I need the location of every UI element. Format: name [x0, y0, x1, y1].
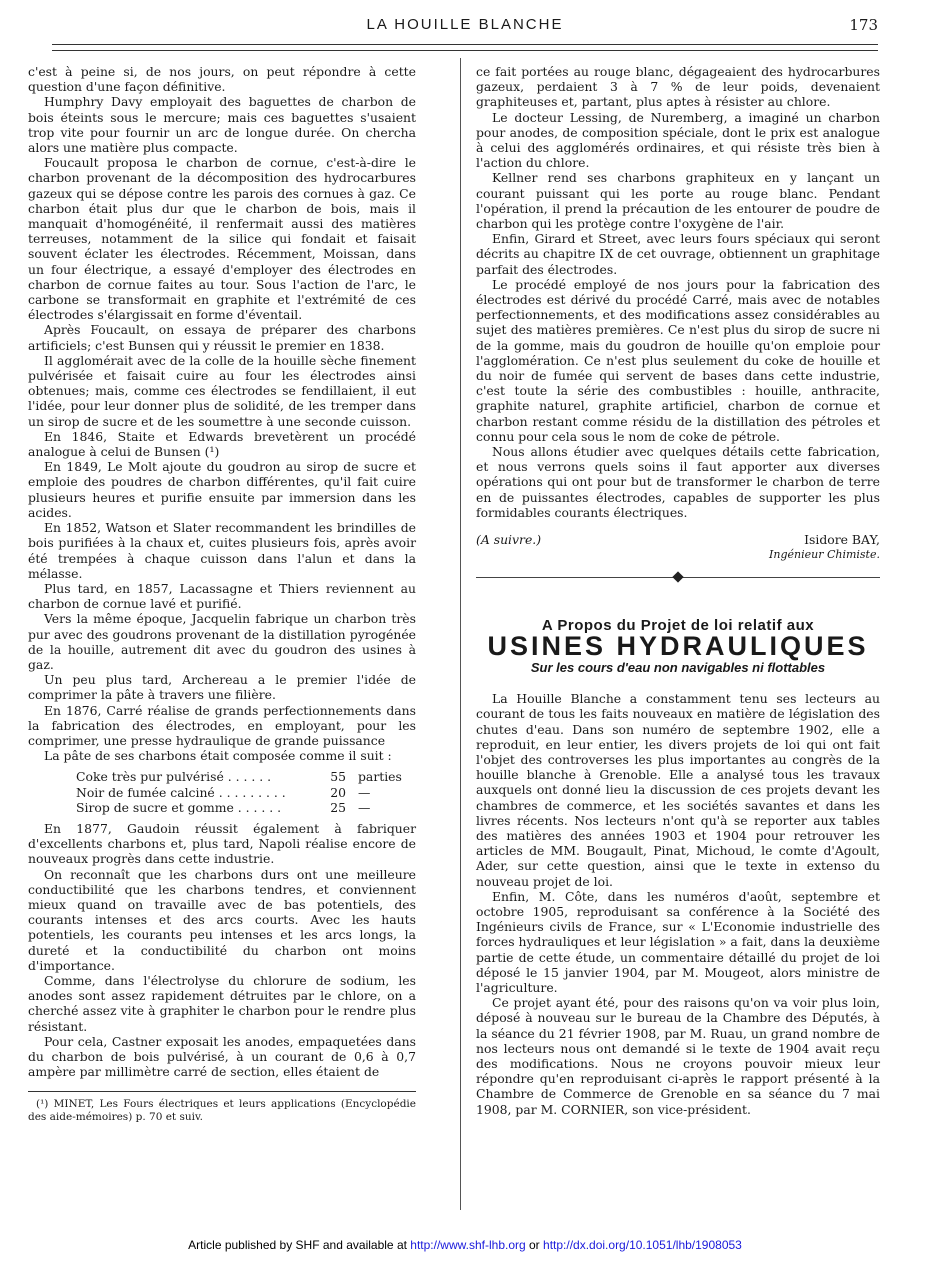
paragraph: Plus tard, en 1857, Lacassagne et Thiers reviennent au charbon de cornue lavé et purifié. — [28, 580, 416, 612]
page-number: 173 — [849, 16, 878, 34]
paragraph: Nous allons étudier avec quelques détails cette fabrication, et nous verrons quels soins il faut apporter aux diverses opérations qui ont pour but de transformer le charbon de terre en de puissantes électrodes, capables de supporter les plus formidables courants électriques. — [476, 444, 880, 520]
paragraph: En 1846, Staite et Edwards brevetèrent un procédé analogue à celui de Bunsen (¹) — [28, 428, 416, 460]
paragraph: Après Foucault, on essaya de préparer des charbons artificiels; c'est Bunsen qui y réussit le premier en 1838. — [28, 322, 416, 353]
recipe-table — [76, 769, 416, 815]
recipe-unit: — — [358, 784, 371, 800]
column-divider — [460, 58, 461, 1210]
paragraph: ce fait portées au rouge blanc, dégageaient des hydrocarbures gazeux, perdaient 3 à 7 % de leur poids, devenaient graphiteuses et, partant, plus aptes à résister au chlore. — [476, 64, 880, 110]
section-subtitle: Sur les cours d'eau non navigables ni flottables — [530, 659, 826, 675]
credit-prefix: Article published by SHF and available at — [188, 1238, 411, 1252]
header-rule-lower — [52, 50, 878, 51]
doi-link[interactable]: http://dx.doi.org/10.1051/lhb/1908053 — [543, 1238, 742, 1252]
section-headline: USINES HYDRAULIQUES — [487, 630, 869, 661]
paragraph: On reconnaît que les charbons durs ont une meilleure conductibilité que les charbons tendres, et conviennent mieux quand on travaille avec de bas potentiels, des courants intenses et des arcs courts. Avec les hauts potentiels, les courants peu intenses et les arcs longs, la dureté et la conductibilité du charbon ont moins d'importance. — [28, 866, 416, 973]
author-title: Ingénieur Chimiste. — [769, 548, 880, 562]
paragraph: En 1876, Carré réalise de grands perfectionnements dans la fabrication des électrodes, en employant, pour les comprimer, une presse hydraulique de grande puissance — [28, 702, 416, 748]
recipe-unit: — — [358, 799, 371, 815]
paragraph: En 1852, Watson et Slater recommandent les brindilles de bois purifiées à la chaux et, cuites plusieurs fois, après avoir été trempées à chaque cuisson dans l'alun et dans la mélasse. — [28, 520, 416, 581]
paragraph: Enfin, M. Côte, dans les numéros d'août, septembre et octobre 1905, reproduisant sa conférence à la Société des Ingénieurs civils de France, sur « L'Economie industrielle des forces hydrauliques et leur législation » a fait, dans la deuxième partie de cette étude, un commentaire détaillé du projet de loi déposé le 15 janvier 1904, par M. Mougeot, alors ministre de l'agriculture. — [476, 888, 880, 995]
paragraph: Un peu plus tard, Archereau a le premier l'idée de comprimer la pâte à travers une filière. — [28, 672, 416, 703]
recipe-ingredient: Coke très pur pulvérisé . . . . . . — [76, 769, 272, 785]
right-column — [476, 64, 880, 1117]
recipe-row — [76, 785, 416, 800]
publisher-credit — [0, 1238, 930, 1252]
author-name: Isidore BAY, — [804, 532, 880, 548]
paragraph: c'est à peine si, de nos jours, on peut répondre à cette question d'une façon définitive. — [28, 64, 416, 95]
section-separator — [476, 577, 880, 578]
paragraph: La Houille Blanche a constamment tenu ses lecteurs au courant de tous les faits nouveaux en matière de législation des chutes d'eau. Dans son numéro de septembre 1902, elle a reproduit, en leur entier, les divers projets de loi qui ont fait l'objet des controverses les plus importantes au congrès de la houille blanche à Grenoble. Elle a analysé tous les travaux auxquels ont donné lieu la discussion de ces projets devant les chambres de commerce, et les sociétés savantes et dans les livres récents. Nos lecteurs n'ont qu'à se reporter aux tables des matières des années 1903 et 1904 pour retrouver les articles de MM. Bougault, Pinat, Michoud, le comte d'Agoult, Ader, sur cette question, ainsi que le texte in extenso du nouveau projet de loi. — [476, 691, 880, 889]
paragraph: Vers la même époque, Jacquelin fabrique un charbon très pur avec des goudrons provenant de la distillation pyrogénée de la houille, autrement dit avec du goudron des usines à gaz. — [28, 611, 416, 672]
paragraph: Le procédé employé de nos jours pour la fabrication des électrodes est dérivé du procédé Carré, mais avec de notables perfectionnements, et des modifications assez considérables au sujet des matières premières. Ce n'est plus du sirop de sucre ni de la gomme, mais du goudron de houille qu'on emploie pour l'agglomération. Ce n'est plus seulement du coke de houille et du noir de fumée qui servent de bases dans cette industrie, c'est toute la série des combustibles : houille, anthracite, graphite naturel, graphite artificiel, charbon de cornue et charbon restant comme résidu de la distillation des pétroles et connu pour cela sous le nom de coke de pétrole. — [476, 276, 880, 444]
credit-middle: or — [525, 1238, 544, 1252]
paragraph: Foucault proposa le charbon de cornue, c'est-à-dire le charbon provenant de la décomposition des hydrocarbures gazeux qui se dépose contre les parois des cornues à gaz. Ce charbon était plus dur que le charbon de bois, mais il manquait d'homogénéité, il renfermait aussi des matières terreuses, notamment de la silice qui fondait et faisait souvent éclater les électrodes. Récemment, Moissan, dans un four électrique, a essayé d'employer des électrodes en charbon de cornue faites au tour. Sous l'action de l'arc, le carbone se transformait en graphite et l'extrémité de ces électrodes s'élargissait en forme d'éventail. — [28, 155, 416, 323]
footnote: (¹) MINET, Les Fours électriques et leurs applications (Encyclopédie des aide-mémoires) p. 70 et suiv. — [28, 1098, 416, 1124]
running-title: LA HOUILLE BLANCHE — [366, 16, 564, 33]
recipe-quantity: 25 — [330, 799, 346, 815]
section-title: A Propos du Projet de loi relatif aux — [541, 616, 815, 634]
recipe-ingredient: Sirop de sucre et gomme . . . . . . — [76, 799, 282, 815]
recipe-quantity: 20 — [330, 784, 346, 800]
paragraph: Il agglomérait avec de la colle de la houille sèche finement pulvérisée et faisait cuire au four les électrodes ainsi obtenues; mais, comme ces électrodes se fendillaient, il eut l'idée, pour leur donner plus de solidité, de les tremper dans un sirop de sucre et de les soumettre à une seconde cuisson. — [28, 352, 416, 429]
to-follow-note: (A suivre.) — [476, 532, 542, 548]
paragraph: Ce projet ayant été, pour des raisons qu'on va voir plus loin, déposé à nouveau sur le bureau de la Chambre des Députés, à la séance du 21 février 1908, par M. Ruau, un grand nombre de nos lecteurs nous ont demandé si le texte de 1904 avait reçu des modifications. Nous ne croyons pouvoir mieux leur répondre qu'en reproduisant ci-après le rapport présenté à la Chambre de Commerce de Grenoble en sa séance du 7 mai 1908, par M. CORNIER, son vice-président. — [476, 995, 880, 1117]
recipe-quantity: 55 — [330, 769, 346, 785]
paragraph: En 1877, Gaudoin réussit également à fabriquer d'excellents charbons et, plus tard, Napoli réalise encore de nouveaux progrès dans cette industrie. — [28, 820, 416, 867]
recipe-row — [76, 800, 416, 815]
header-rule — [52, 44, 878, 45]
diamond-ornament-icon — [672, 571, 683, 582]
left-column — [28, 64, 416, 1124]
article-signature — [476, 532, 880, 547]
recipe-unit: parties — [358, 769, 402, 785]
paragraph: Pour cela, Castner exposait les anodes, empaquetées dans du charbon de bois pulvérisé, à un courant de 0,6 à 0,7 ampère par millimètre carré de section, elles étaient de — [28, 1033, 416, 1080]
recipe-ingredient: Noir de fumée calciné . . . . . . . . . — [76, 784, 286, 800]
shf-link[interactable]: http://www.shf-lhb.org — [410, 1238, 526, 1252]
paragraph: La pâte de ses charbons était composée comme il suit : — [44, 748, 392, 764]
paragraph: Kellner rend ses charbons graphiteux en y lançant un courant puissant qui les porte au rouge blanc. Pendant l'opération, il prend la précaution de les entourer de poudre de charbon qui les protège contre l'oxygène de l'air. — [476, 170, 880, 232]
paragraph: En 1849, Le Molt ajoute du goudron au sirop de sucre et emploie des poudres de charbon différentes, qu'il fait cuire plusieurs heures et purifie ensuite par immersion dans les acides. — [28, 459, 416, 520]
paragraph: Le docteur Lessing, de Nuremberg, a imaginé un charbon pour anodes, de composition spéciale, dont le prix est analogue à celui des agglomérés ordinaires, et qui résiste très bien à l'action du chlore. — [476, 109, 880, 171]
paragraph: Comme, dans l'électrolyse du chlorure de sodium, les anodes sont assez rapidement détruites par le chlore, on a cherché assez vite à graphiter le charbon pour le rendre plus résistant. — [28, 972, 416, 1034]
paragraph: Enfin, Girard et Street, avec leurs fours spéciaux qui seront décrits au chapitre IX de cet ouvrage, obtiennent un graphitage parfait des électrodes. — [476, 231, 880, 277]
recipe-row — [76, 769, 416, 784]
footnote-rule — [28, 1091, 416, 1092]
paragraph: Humphry Davy employait des baguettes de charbon de bois éteints sous le mercure; mais ces baguettes s'usaient trop vite pour fournir un arc de longue durée. On chercha alors une matière plus compacte. — [28, 94, 416, 156]
